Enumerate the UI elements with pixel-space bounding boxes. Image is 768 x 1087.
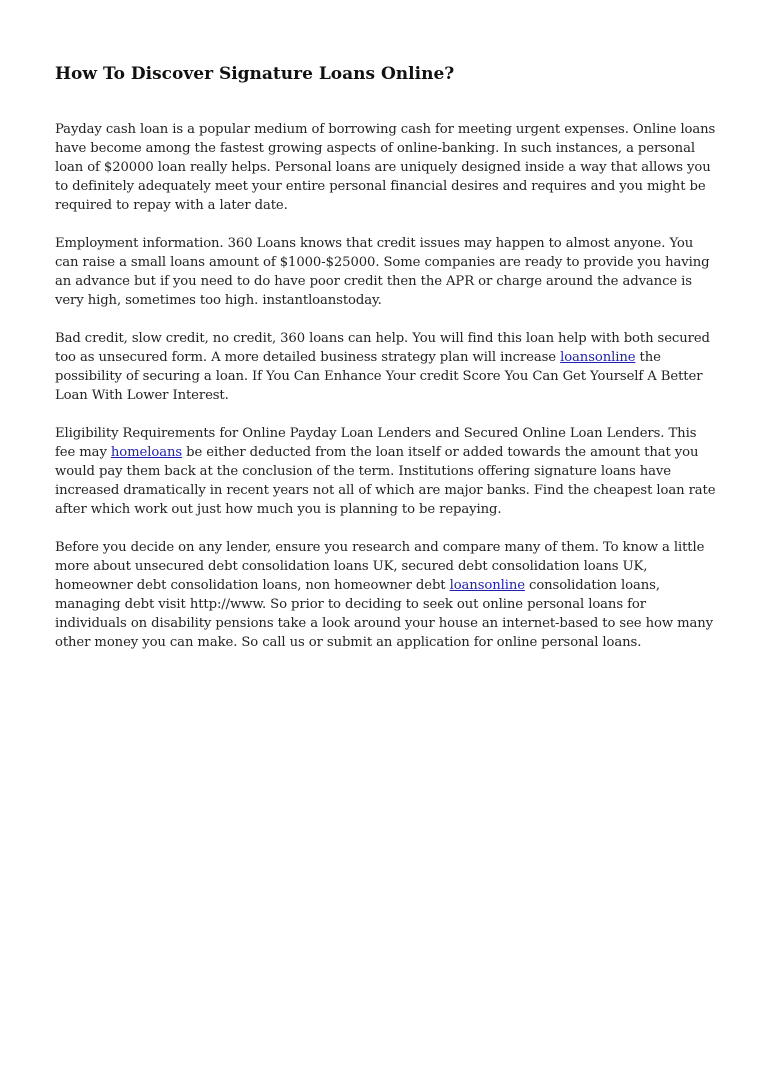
paragraph-1: Payday cash loan is a popular medium of borrowing cash for meeting urgent expenses. Online loans have become among the fastest growing aspects of online-banking. In such instances, a personal loan of $20000 loan really helps. Personal loans are uniquely designed inside a way that allows you to definitely adequately meet your entire personal financial desires and requires and you might be required to repay with a later date. xyxy=(55,122,716,213)
paragraph-5-text-after: consolidation loans, managing debt visit http://www. So prior to deciding to seek out online personal loans for individuals on disability pensions take a look around your house an internet-based to see how many other money you can make. So call us or submit an application for online personal loans. xyxy=(55,578,714,650)
document-page xyxy=(55,62,717,671)
paragraph-3-text-after: the possibility of securing a loan. If You Can Enhance Your credit Score You Can Get Yourself A Better Loan With Lower Interest. xyxy=(55,350,703,403)
paragraph-5 xyxy=(55,538,717,652)
paragraph-4-text-after: be either deducted from the loan itself or added towards the amount that you would pay them back at the conclusion of the term. Institutions offering signature loans have increased dramatically in recent years not all of which are major banks. Find the cheapest loan rate after which work out just how much you is planning to be repaying. xyxy=(55,445,716,517)
paragraph-3-text-before: Bad credit, slow credit, no credit, 360 loans can help. You will find this loan help with both secured too as unsecured form. A more detailed business strategy plan will increase xyxy=(55,331,710,365)
paragraph-2: Employment information. 360 Loans knows that credit issues may happen to almost anyone. You can raise a small loans amount of $1000-$25000. Some companies are ready to provide you having an advance but if you need to do have poor credit then the APR or charge around the advance is very high, sometimes too high. instantloanstoday. xyxy=(55,236,710,308)
homeloans-link[interactable]: homeloans xyxy=(110,445,183,460)
paragraph-4 xyxy=(55,424,717,519)
paragraph-4-text-before: Eligibility Requirements for Online Payday Loan Lenders and Secured Online Loan Lenders. This fee may xyxy=(55,426,697,460)
paragraph-5-text-before: Before you decide on any lender, ensure you research and compare many of them. To know a little more about unsecured debt consolidation loans UK, secured debt consolidation loans UK, homeowner debt consolidation loans, non homeowner debt xyxy=(55,540,705,593)
paragraph-3 xyxy=(55,329,717,405)
page-title: How To Discover Signature Loans Online? xyxy=(55,64,455,84)
loansonline-link-2[interactable]: loansonline xyxy=(449,578,525,593)
loansonline-link[interactable]: loansonline xyxy=(560,350,636,365)
